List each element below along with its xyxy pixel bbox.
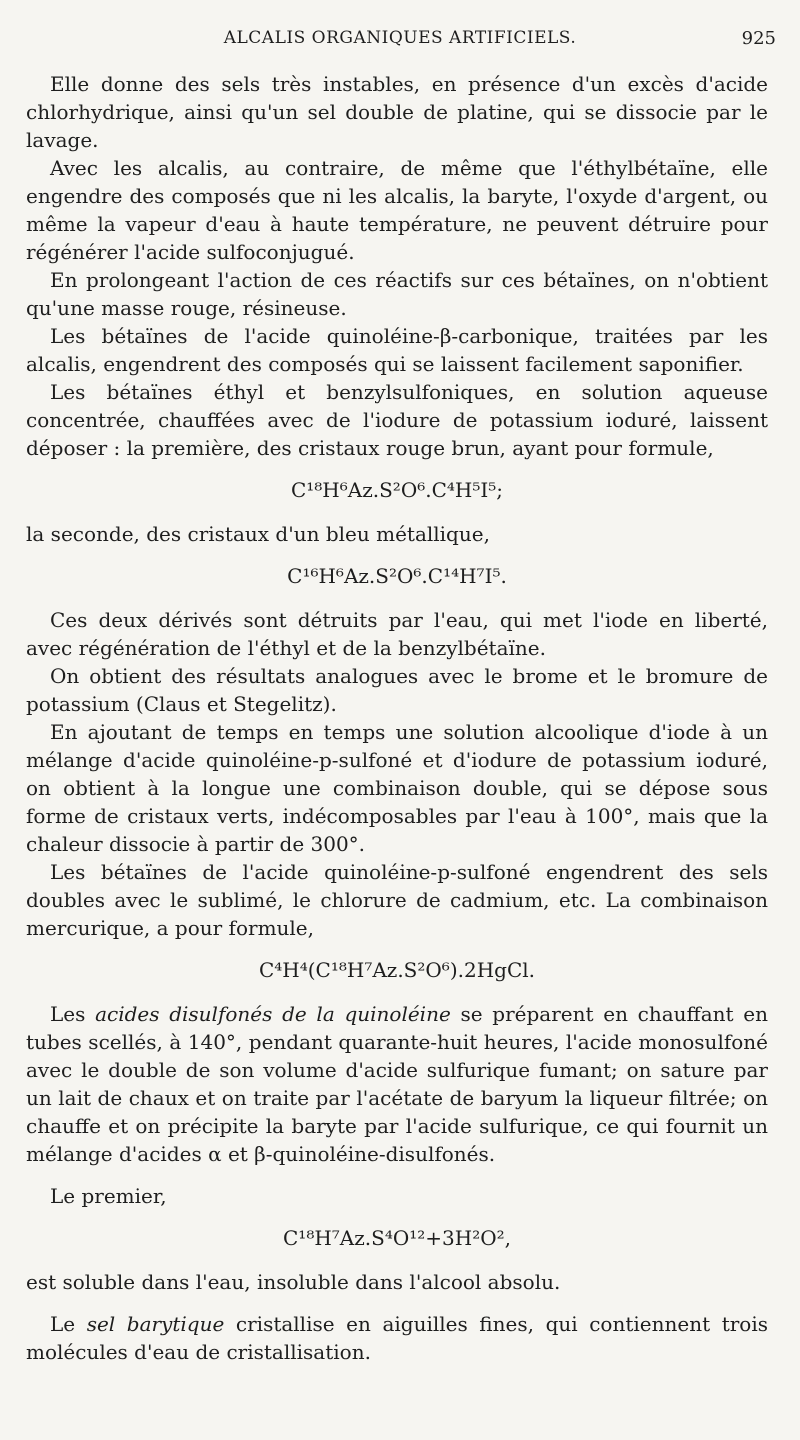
italic-term: sel barytique bbox=[86, 1312, 225, 1336]
paragraph: On obtient des résultats analogues avec le brome et le bromure de potassium (Claus et Stegelitz). bbox=[26, 664, 768, 716]
paragraph-lead: Le bbox=[50, 1312, 76, 1336]
page-number: 925 bbox=[741, 28, 776, 49]
paragraph: est soluble dans l'eau, insoluble dans l'alcool absolu. bbox=[26, 1270, 561, 1294]
paragraph: Avec les alcalis, au contraire, de même que l'éthylbétaïne, elle engendre des composés que ni les alcalis, la baryte, l'oxyde d'argent, ou même la vapeur d'eau à haute température, ne peuvent détruire pour régénérer l'acide sulfoconjugué. bbox=[26, 156, 768, 264]
paragraph: Le premier, bbox=[50, 1184, 167, 1208]
chemical-formula: C¹⁸H⁶Az.S²O⁶.C⁴H⁵I⁵; bbox=[290, 478, 504, 502]
paragraph: Elle donne des sels très instables, en présence d'un excès d'acide chlorhydrique, ainsi qu'un sel double de platine, qui se dissocie par le lavage. bbox=[26, 72, 768, 152]
paragraph: Ces deux dérivés sont détruits par l'eau, qui met l'iode en liberté, avec régénération de l'éthyl et de la benzylbétaïne. bbox=[26, 608, 768, 660]
italic-term: acides disulfonés de la quinoléine bbox=[95, 1002, 451, 1026]
paragraph-lead: Les bbox=[50, 1002, 86, 1026]
paragraph bbox=[26, 1310, 768, 1366]
chemical-formula: C¹⁶H⁶Az.S²O⁶.C¹⁴H⁷I⁵. bbox=[287, 564, 507, 588]
paragraph: la seconde, des cristaux d'un bleu métallique, bbox=[26, 522, 490, 546]
paragraph-rest: cristallise en aiguilles fines, qui contiennent trois molécules d'eau de cristallisation. bbox=[26, 1312, 768, 1364]
chemical-formula: C⁴H⁴(C¹⁸H⁷Az.S²O⁶).2HgCl. bbox=[258, 958, 536, 982]
chemical-formula: C¹⁸H⁷Az.S⁴O¹²+3H²O², bbox=[283, 1226, 511, 1250]
paragraph: Les bétaïnes de l'acide quinoléine-β-carbonique, traitées par les alcalis, engendrent des composés qui se laissent facilement saponifier. bbox=[26, 324, 768, 376]
paragraph-rest: se préparent en chauffant en tubes scellés, à 140°, pendant quarante-huit heures, l'acide monosulfoné avec le double de son volume d'acide sulfurique fumant; on sature par un lait de chaux et on traite par l'acétate de baryum la liqueur filtrée; on chauffe et on précipite la baryte par l'acide sulfurique, ce qui fournit un mélange d'acides α et β-quinoléine-disulfonés. bbox=[26, 1002, 769, 1166]
page-body bbox=[26, 70, 768, 1366]
paragraph: En ajoutant de temps en temps une solution alcoolique d'iode à un mélange d'acide quinoléine-p-sulfoné et d'iodure de potassium ioduré, on obtient à la longue une combinaison double, qui se dépose sous forme de cristaux verts, indécomposables par l'eau à 100°, mais que la chaleur dissocie à partir de 300°. bbox=[26, 720, 768, 856]
page-header bbox=[0, 28, 800, 56]
paragraph: Les bétaïnes de l'acide quinoléine-p-sulfoné engendrent des sels doubles avec le sublimé, le chlorure de cadmium, etc. La combinaison mercurique, a pour formule, bbox=[26, 860, 768, 940]
running-title: ALCALIS ORGANIQUES ARTIFICIELS. bbox=[223, 28, 577, 48]
paragraph: Les bétaïnes éthyl et benzylsulfoniques, en solution aqueuse concentrée, chauffées avec de l'iodure de potassium ioduré, laissent déposer : la première, des cristaux rouge brun, ayant pour formule, bbox=[26, 380, 768, 460]
paragraph bbox=[26, 1000, 768, 1168]
paragraph: En prolongeant l'action de ces réactifs sur ces bétaïnes, on n'obtient qu'une masse rouge, résineuse. bbox=[26, 268, 768, 320]
